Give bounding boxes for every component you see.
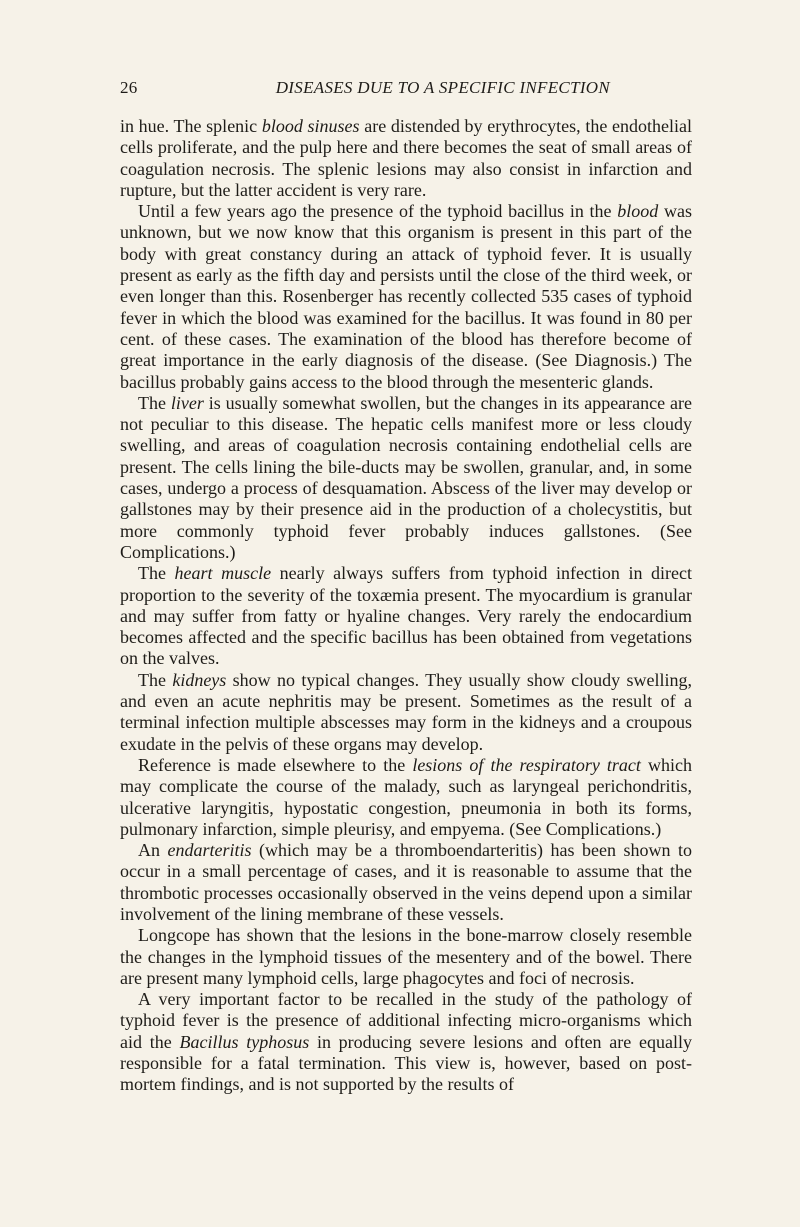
paragraph-heart-muscle: The heart muscle nearly always suffers from typhoid infection in direct proportion to the severity of the toxæmia present. The myocardium is granular and may suffer from fatty or hyaline changes. Very rarely the endocardium becomes affected and the specific bacillus has been obtained from vegetations on the valves. bbox=[120, 563, 692, 669]
paragraph-respiratory: Reference is made elsewhere to the lesions of the respiratory tract which may complicate the course of the malady, such as laryngeal perichondritis, ulcerative laryngitis, hypostatic congestion, pneumonia in both its forms, pulmonary infarction, simple pleurisy, and empyema. (See Complications.) bbox=[120, 754, 692, 839]
paragraph-spleen: in hue. The splenic blood sinuses are distended by erythrocytes, the endothelial cells proliferate, and the pulp here and there becomes the seat of small areas of coagulation necrosis. The splenic lesions may also consist in infarction and rupture, but the latter accident is very rare. bbox=[120, 116, 692, 200]
paragraph-blood: Until a few years ago the presence of the typhoid bacillus in the blood was unknown, but we now know that this organism is present in this part of the body with great constancy during an attack of typhoid fever. It is usually present as early as the fifth day and persists until the close of the third week, or even longer than this. Rosenberger has recently collected 535 cases of typhoid fever in which the blood was examined for the bacillus. It was found in 80 per cent. of these cases. The examination of the blood has therefore become of great importance in the early diagnosis of the disease. (See Diagnosis.) The bacillus probably gains access to the blood through the mesenteric glands. bbox=[120, 201, 692, 392]
paragraph-bone-marrow: Longcope has shown that the lesions in the bone-marrow closely resemble the changes in the lymphoid tissues of the mesentery and of the bowel. There are present many lymphoid cells, large phagocytes and foci of necrosis. bbox=[120, 925, 692, 988]
paragraph-kidneys: The kidneys show no typical changes. They usually show cloudy swelling, and even an acute nephritis may be present. Sometimes as the result of a terminal infection multiple abscesses may form in the kidneys and a croupous exudate in the pelvis of these organs may develop. bbox=[120, 669, 692, 754]
body-text bbox=[120, 116, 692, 1096]
paragraph-endarteritis: An endarteritis (which may be a thromboendarteritis) has been shown to occur in a small percentage of cases, and it is reasonable to assume that the thrombotic processes occasionally observed in the veins depend upon a similar involvement of the lining membrane of these vessels. bbox=[120, 840, 692, 924]
paragraph-secondary-infection: A very important factor to be recalled in the study of the pathology of typhoid fever is the presence of additional infecting micro-organisms which aid the Bacillus typhosus in producing severe lesions and often are equally responsible for a fatal termination. This view is, however, based on post-mortem findings, and is not supported by the results of bbox=[120, 989, 692, 1095]
chapter-title: DISEASES DUE TO A SPECIFIC INFECTION bbox=[275, 78, 610, 97]
paragraph-liver: The liver is usually somewhat swollen, but the changes in its appearance are not peculiar to this disease. The hepatic cells manifest more or less cloudy swelling, and areas of coagulation necrosis containing endothelial cells are present. The cells lining the bile-ducts may be swollen, granular, and, in some cases, undergo a process of desquamation. Abscess of the liver may develop or gallstones may by their presence aid in the production of a cholecystitis, but more commonly typhoid fever probably induces gallstones. (See Complications.) bbox=[120, 392, 692, 562]
page-number: 26 bbox=[120, 78, 138, 97]
